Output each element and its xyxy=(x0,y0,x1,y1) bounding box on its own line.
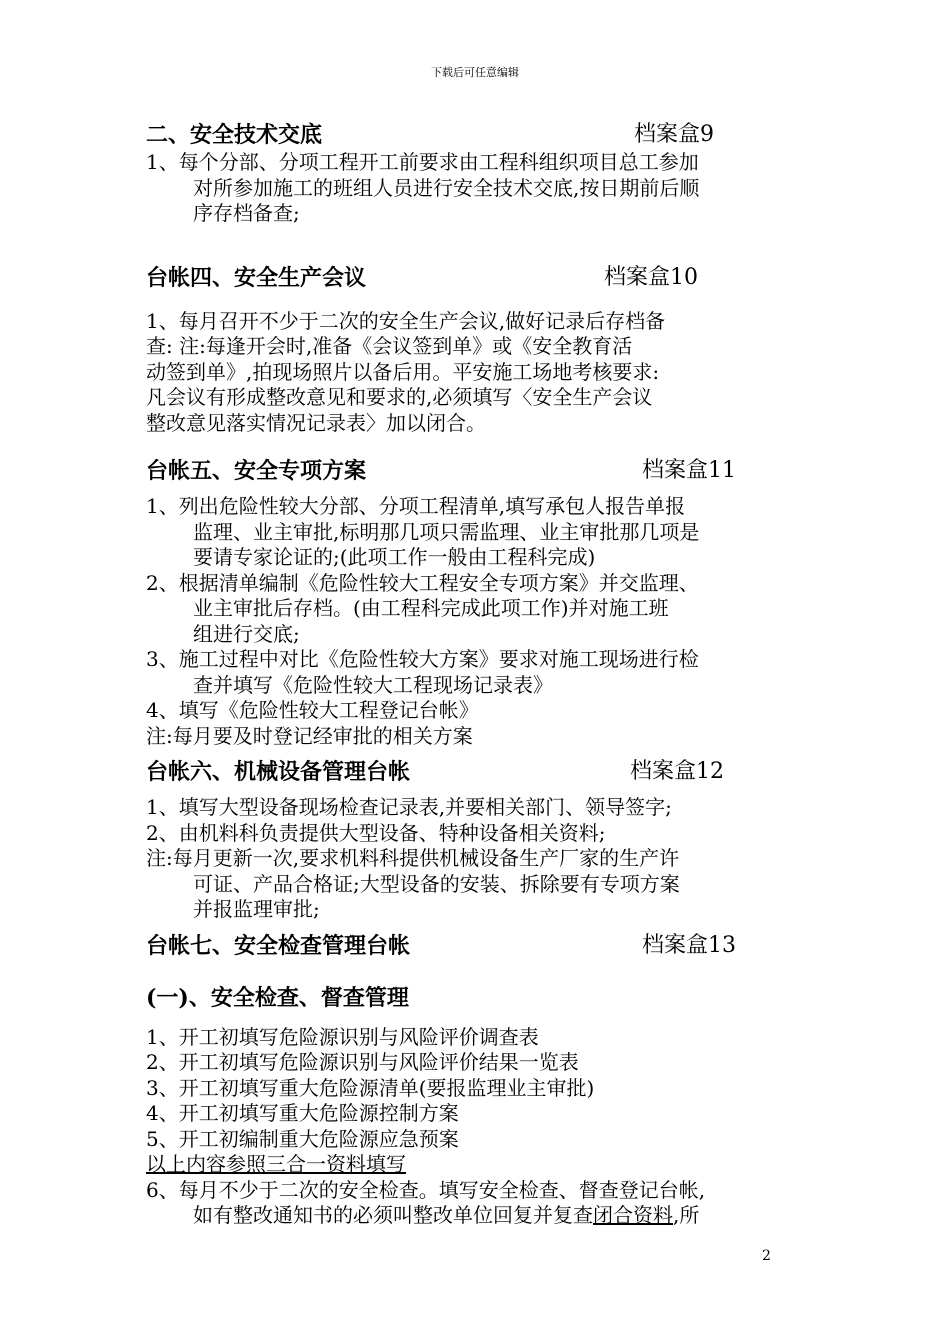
list-item-line: 5、开工初编制重大危险源应急预案 xyxy=(146,1126,459,1151)
section-6-title: 台帐六、机械设备管理台帐 xyxy=(146,759,411,785)
list-item-line: 可证、产品合格证;大型设备的安装、拆除要有专项方案 xyxy=(193,871,680,896)
list-item-line: 查并填写《危险性较大工程现场记录表》 xyxy=(193,672,553,697)
section-7-title: 台帐七、安全检查管理台帐 xyxy=(146,932,411,959)
list-item xyxy=(146,795,836,821)
list-item-line: 1、每个分部、分项工程开工前要求由工程科组织项目总工参加 xyxy=(146,150,699,174)
section-2-title: 二、安全技术交底 xyxy=(146,122,323,148)
list-item xyxy=(146,1127,836,1153)
list-item xyxy=(146,1025,836,1051)
list-item xyxy=(146,1101,836,1127)
list-item-line: 3、施工过程中对比《危险性较大方案》要求对施工现场进行检 xyxy=(146,647,699,671)
list-item-line: 监理、业主审批,标明那几项只需监理、业主审批那几项是 xyxy=(193,519,700,544)
list-item-line: 并报监理审批; xyxy=(193,897,320,921)
item-6-text-c: ,所 xyxy=(673,1203,700,1227)
list-item-line: 3、开工初填写重大危险源清单(要报监理业主审批) xyxy=(146,1075,595,1100)
section-4-archive-box: 档案盒10 xyxy=(604,264,698,290)
list-item-line: 2、由机料科负责提供大型设备、特种设备相关资料; xyxy=(146,820,606,845)
list-item xyxy=(146,647,836,698)
section-5-archive-box: 档案盒11 xyxy=(642,458,736,483)
list-item-line: 2、根据清单编制《危险性较大工程安全专项方案》并交监理、 xyxy=(146,570,699,595)
list-item xyxy=(146,724,836,750)
paragraph-line: 凡会议有形成整改意见和要求的,必须填写〈安全生产会议 xyxy=(146,385,653,409)
list-item-line: 2、开工初填写危险源识别与风险评价结果一览表 xyxy=(146,1050,579,1074)
section-7-archive-box: 档案盒13 xyxy=(642,932,736,958)
list-item xyxy=(146,571,836,648)
section-4-heading xyxy=(146,263,836,293)
list-item xyxy=(146,150,836,227)
paragraph-line: 整改意见落实情况记录表〉加以闭合。 xyxy=(146,410,486,435)
item-6-text-a: 如有整改通知书的必须叫整改单位回复并复查 xyxy=(193,1203,593,1227)
list-item-line: 4、开工初填写重大危险源控制方案 xyxy=(146,1101,459,1125)
section-7-heading xyxy=(146,931,836,961)
list-item xyxy=(146,698,836,724)
list-item-line: 1、列出危险性较大分部、分项工程清单,填写承包人报告单报 xyxy=(146,494,686,518)
section-5-title: 台帐五、安全专项方案 xyxy=(146,458,367,484)
document-body xyxy=(146,120,836,1229)
list-item xyxy=(146,1050,836,1076)
list-item-line: 对所参加施工的班组人员进行安全技术交底,按日期前后顺 xyxy=(193,175,700,200)
list-item-line: 业主审批后存档。(由工程科完成此项工作)并对施工班 xyxy=(193,596,669,620)
list-item xyxy=(146,494,836,571)
section-6-items xyxy=(146,795,836,923)
paragraph-line: 查: 注:每逢开会时,准备《会议签到单》或《安全教育活 xyxy=(146,334,633,358)
section-7-subheading: (一)、安全检查、督查管理 xyxy=(146,984,409,1011)
list-item-line: 注:每月要及时登记经审批的相关方案 xyxy=(146,723,473,748)
item-6-underlined-term: 闭合资料 xyxy=(593,1203,673,1227)
section-7-items xyxy=(146,1025,836,1153)
list-item-line: 序存档备查; xyxy=(193,201,300,225)
list-item-line: 4、填写《危险性较大工程登记台帐》 xyxy=(146,698,479,722)
section-7-note xyxy=(146,1152,836,1178)
list-item-line: 1、填写大型设备现场检查记录表,并要相关部门、领导签字; xyxy=(146,795,672,819)
section-6-archive-box: 档案盒12 xyxy=(630,759,724,784)
page-number: 2 xyxy=(762,1248,771,1264)
list-item-line: 1、开工初填写危险源识别与风险评价调查表 xyxy=(146,1024,539,1049)
list-item xyxy=(146,846,836,923)
section-5-heading xyxy=(146,456,836,486)
underlined-note: 以上内容参照三合一资料填写 xyxy=(146,1152,406,1176)
section-2-archive-box: 档案盒9 xyxy=(634,122,714,147)
section-4-paragraph xyxy=(146,309,836,437)
section-2-heading xyxy=(146,120,836,150)
section-2-items xyxy=(146,150,836,227)
list-item-line: 要请专家论证的;(此项工作一般由工程科完成) xyxy=(193,545,596,569)
section-4-title: 台帐四、安全生产会议 xyxy=(146,264,367,291)
section-6-heading xyxy=(146,757,836,787)
list-item-line: 注:每月更新一次,要求机料科提供机械设备生产厂家的生产许 xyxy=(146,846,680,870)
section-7-item-6-line-1: 6、每月不少于二次的安全检查。填写安全检查、督查登记台帐, xyxy=(146,1177,706,1202)
paragraph-line: 动签到单》,拍现场照片以备后用。平安施工场地考核要求: xyxy=(146,359,660,384)
section-5-items xyxy=(146,494,836,749)
section-7-item-6-line-2 xyxy=(146,1203,836,1229)
list-item-line: 组进行交底; xyxy=(193,621,300,646)
list-item xyxy=(146,821,836,847)
list-item xyxy=(146,1076,836,1102)
paragraph-line: 1、每月召开不少于二次的安全生产会议,做好记录后存档备 xyxy=(146,308,666,333)
page-header: 下载后可任意编辑 xyxy=(431,66,519,79)
